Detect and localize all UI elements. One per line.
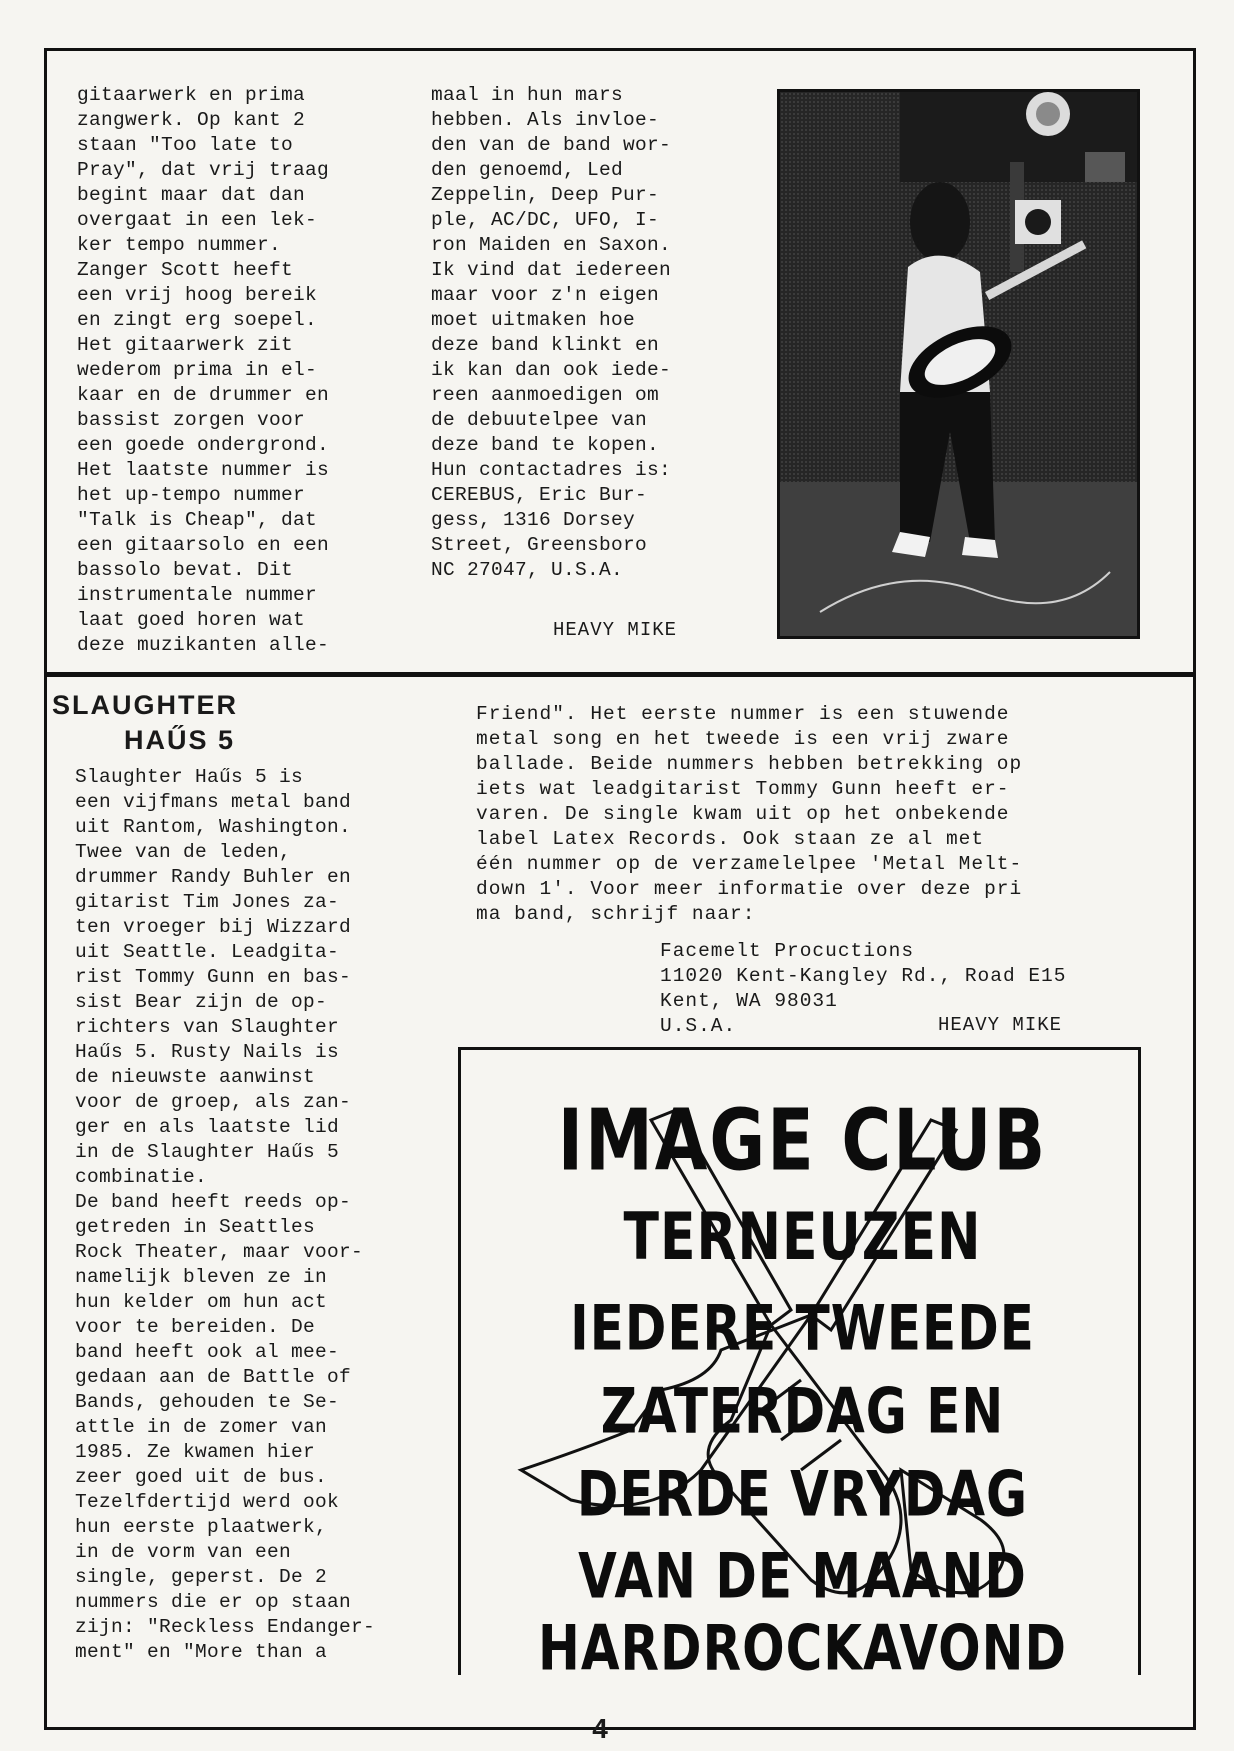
page-number-rule-right (623, 1728, 1141, 1730)
ad-line-image-club: IMAGE CLUB (557, 1092, 1048, 1191)
ad-line-derde-vrydag: DERDE VRYDAG (576, 1458, 1029, 1531)
page-number-rule-left (462, 1728, 577, 1730)
ad-line-iedere-tweede: IEDERE TWEEDE (570, 1292, 1035, 1365)
ad-line-terneuzen: TERNEUZEN (623, 1200, 982, 1275)
article-bottom-column-2: Friend". Het eerste nummer is een stuwende metal song en het tweede is een vrij zware ballade. Beide nummers hebben betrekking op iets wat leadgitarist Tommy Gunn heeft er- varen. De single kwam uit op het onbekende label Latex Records. Ook staan ze al met één nummer op de verzamelelpee 'Metal Melt- down 1'. Voor meer informatie over deze pri ma band, schrijf naar: (476, 703, 1023, 925)
band-photo (777, 89, 1140, 639)
article-bottom-headline-line-1: SLAUGHTER (52, 690, 238, 720)
ad-line-van-de-maand: VAN DE MAAND (578, 1540, 1027, 1613)
article-top-column-2: maal in hun mars hebben. Als invloe- den van de band wor- den genoemd, Led Zeppelin, Deep Pur- ple, AC/DC, UFO, I- ron Maiden en Saxon. Ik vind dat iedereen maar voor z'n eigen moet uitmaken hoe deze band klinkt en ik kan dan ook iede- reen aanmoedigen om de debuutelpee van deze band te kopen. Hun contactadres is: CEREBUS, Eric Bur- gess, 1316 Dorsey Street, Greensboro NC 27047, U.S.A. (431, 84, 672, 581)
article-bottom-signature: HEAVY MIKE (938, 1014, 1063, 1036)
ad-line-zaterdag-en: ZATERDAG EN (600, 1375, 1005, 1448)
article-top-column-1: gitaarwerk en prima zangwerk. Op kant 2 staan "Too late to Pray", dat vrij traag begint maar dat dan overgaat in een lek- ker tempo nummer. Zanger Scott heeft een vrij hoog bereik en zingt erg soepel. Het gitaarwerk zit wederom prima in el- kaar en de drummer en bassist zorgen voor een goede ondergrond. Het laatste nummer is het up-tempo nummer "Talk is Cheap", dat een gitaarsolo en een bassolo bevat. Dit instrumentale nummer laat goed horen wat deze muzikanten alle- (77, 84, 330, 656)
page-number: 4 (592, 1713, 608, 1744)
article-bottom-column-1: Slaughter Haűs 5 is een vijfmans metal band uit Rantom, Washington. Twee van de leden, drummer Randy Buhler en gitarist Tim Jones za- ten vroeger bij Wizzard uit Seattle. Leadgita- rist Tommy Gunn en bas- sist Bear zijn de op- richters van Slaughter Haűs 5. Rusty Nails is de nieuwste aanwinst voor de groep, als zan- ger en als laatste lid in de Slaughter Haűs 5 combinatie. De band heeft reeds op- getreden in Seattles Rock Theater, maar voor- namelijk bleven ze in hun kelder om hun act voor te bereiden. De band heeft ook al mee- gedaan aan de Battle of Bands, gehouden te Se- attle in de zomer van 1985. Ze kwamen hier zeer goed uit de bus. Tezelfdertijd werd ook hun eerste plaatwerk, in de vorm van een single, geperst. De 2 nummers die er op staan zijn: "Reckless Endanger- ment" en "More than a (75, 766, 376, 1663)
guitarist-photo-image (780, 92, 1137, 636)
article-top-signature: HEAVY MIKE (553, 619, 678, 641)
article-bottom-headline-line-2: HAŰS 5 (124, 725, 236, 755)
ad-line-hardrockavond: HARDROCKAVOND (538, 1612, 1067, 1675)
image-club-advertisement (458, 1047, 1141, 1675)
article-bottom-address: Facemelt Procuctions 11020 Kent-Kangley Rd., Road E15 Kent, WA 98031 U.S.A. (660, 940, 1067, 1037)
